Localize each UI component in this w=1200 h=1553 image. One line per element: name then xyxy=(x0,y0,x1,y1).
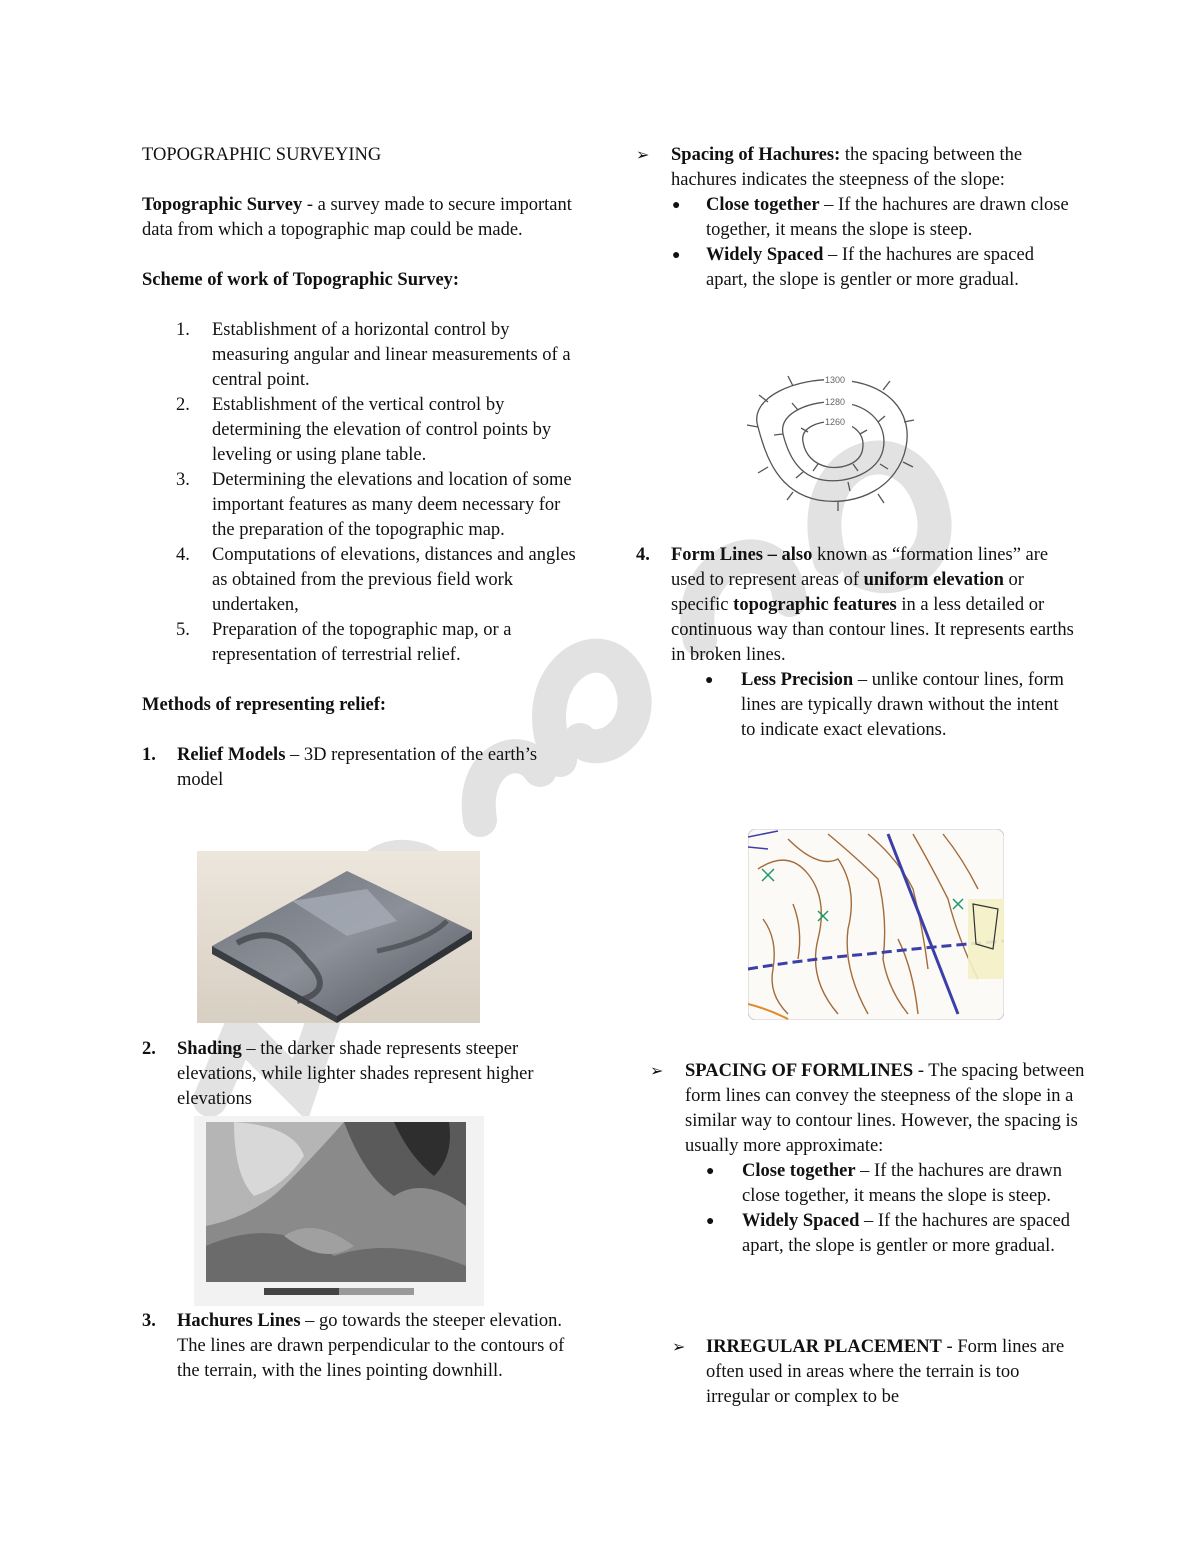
list-item: ● Close together – If the hachures are drawn close together, it means the slope is steep. xyxy=(706,1161,1063,1206)
arrow-bullet-icon: ➢ xyxy=(672,1339,686,1356)
hachure-contour-figure xyxy=(738,372,918,512)
form-lines-section xyxy=(636,543,1076,743)
list-item: ● Widely Spaced – If the hachures are spaced apart, the slope is gentler or more gradual. xyxy=(672,245,1034,290)
list-item: ● Close together – If the hachures are drawn close together, it means the slope is steep. xyxy=(672,195,1069,240)
list-item: 3. Determining the elevations and location of some important features as many deem necessary for the preparation of the topographic map. xyxy=(176,470,572,540)
contour-label: 1300 xyxy=(825,375,846,385)
arrow-bullet-icon: ➢ xyxy=(650,1063,664,1080)
left-column xyxy=(142,143,582,793)
hachure-spacing-list xyxy=(671,193,1076,293)
left-column-lower xyxy=(142,1037,582,1112)
definition-text: - a survey made to secure important data from which a topographic map could be made. xyxy=(142,195,572,240)
list-item: 5. Preparation of the topographic map, or a representation of terrestrial relief. xyxy=(176,620,512,665)
contour-label: 1260 xyxy=(825,417,846,427)
list-item: 4. Computations of elevations, distances and angles as obtained from the previous field work undertaken, xyxy=(176,545,576,615)
method-shading: 2. Shading – the darker shade represents steeper elevations, while lighter shades represent higher elevations xyxy=(142,1039,534,1109)
list-item: ● Widely Spaced – If the hachures are spaced apart, the slope is gentler or more gradual. xyxy=(706,1211,1070,1256)
relief-model-image xyxy=(197,851,480,1023)
form-lines-map-image xyxy=(748,829,1004,1020)
hachure-spacing-section: ➢ Spacing of Hachures: the spacing between the hachures indicates the steepness of the slope: ● Close together – If the hachures are drawn close together, it means the slope is steep. ● Widely Spaced – If the hachures are spaced apart, the slope is gentler or more gradual. xyxy=(636,143,1076,293)
left-column-bottom xyxy=(142,1309,582,1384)
methods-heading: Methods of representing relief: xyxy=(142,695,387,715)
scheme-list xyxy=(142,318,582,668)
irregular-placement-section: ➢ IRREGULAR PLACEMENT - Form lines are often used in areas where the terrain is too irregular or complex to be xyxy=(672,1337,1065,1407)
method-form-lines: 4. Form Lines – also known as “formation lines” are used to represent areas of uniform elevation or specific topographic features in a less detailed or continuous way than contour lines. It represents earths in broken lines. xyxy=(636,545,1074,665)
formline-spacing-list xyxy=(685,1159,1090,1259)
contour-label: 1280 xyxy=(825,397,846,407)
right-column xyxy=(636,143,1076,293)
list-item: ● Less Precision – unlike contour lines, form lines are typically drawn without the intent to indicate exact elevations. xyxy=(705,670,1064,740)
arrow-bullet-icon: ➢ xyxy=(636,147,650,164)
form-lines-list xyxy=(636,668,1076,743)
scheme-heading: Scheme of work of Topographic Survey: xyxy=(142,270,460,290)
method-relief-models: 1. Relief Models – 3D representation of the earth’s model xyxy=(142,745,538,790)
shaded-relief-image xyxy=(194,1116,484,1306)
formline-spacing-section: ➢ SPACING OF FORMLINES - The spacing between form lines can convey the steepness of the slope in a similar way to contour lines. However, the spacing is usually more approximate: ● Close together – If the hachures are drawn close together, it means the slope is steep. ● Widely Spaced – If the hachures are spaced apart, the slope is gentler or more gradual. xyxy=(650,1059,1090,1259)
method-hachures: 3. Hachures Lines – go towards the steeper elevation. The lines are drawn perpendicular to the contours of the terrain, with the lines pointing downhill. xyxy=(142,1311,565,1381)
page-title: TOPOGRAPHIC SURVEYING xyxy=(142,145,382,165)
list-item: 1. Establishment of a horizontal control by measuring angular and linear measurements of a central point. xyxy=(176,320,571,390)
definition-term: Topographic Survey xyxy=(142,195,303,215)
list-item: 2. Establishment of the vertical control by determining the elevation of control points by leveling or using plane table. xyxy=(176,395,552,465)
definition-paragraph xyxy=(142,193,582,243)
